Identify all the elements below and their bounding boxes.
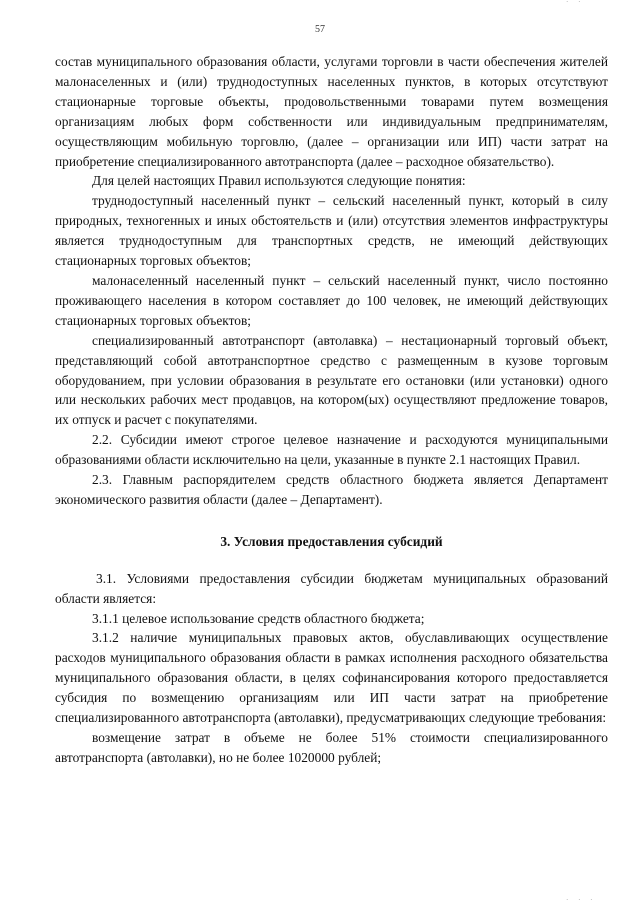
paragraph-definition-small: малонаселенный населенный пункт – сельский населенный пункт, число постоянно проживающего населения в котором составляет до 100 человек, не имеющий действующих стационарных торговых объектов;: [55, 272, 608, 328]
scan-mark-bottom: · · ·: [566, 896, 597, 904]
document-body: [55, 52, 608, 768]
paragraph-definitions-intro: Для целей настоящих Правил используются следующие понятия:: [92, 173, 466, 189]
paragraph-compensation: возмещение затрат в объеме не более 51% стоимости специализированного автотранспорта (автолавки), но не более 1020000 рублей;: [55, 730, 608, 765]
section-heading: 3. Условия предоставления субсидий: [220, 533, 443, 549]
paragraph-continuation: состав муниципального образования области, услугами торговли в части обеспечения жителей малонаселенных и (или) труднодоступных населенных пунктов, в которых отсутствуют стационарные торговые объекты, продовольственными товарами путем возмещения организациям любых форм собственности или индивидуальным предпринимателям, осуществляющим мобильную торговлю, (далее – организации или ИП) части затрат на приобретение специализированного автотранспорта (далее – расходное обязательство).: [55, 54, 608, 169]
paragraph-definition-vehicle: специализированный автотранспорт (автолавка) – нестационарный торговый объект, представляющий собой автотранспортное средство с размещенным в кузове торговым оборудованием, при условии образования в результате его остановки (или установки) одного или нескольких рабочих мест продавцов, на котором(ых) осуществляют предложение товаров, их отпуск и расчет с покупателями.: [55, 332, 608, 428]
paragraph-2-3: 2.3. Главным распорядителем средств областного бюджета является Департамент экономического развития области (далее – Департамент).: [55, 472, 608, 507]
paragraph-definition-remote: труднодоступный населенный пункт – сельский населенный пункт, который в силу природных, техногенных и иных обстоятельств и (или) отсутствия элементов инфраструктуры является труднодоступным для транспортных средств, не имеющий действующих стационарных торговых объектов;: [55, 193, 608, 269]
page-number: 57: [315, 24, 325, 35]
paragraph-3-1-1: 3.1.1 целевое использование средств областного бюджета;: [92, 610, 425, 626]
scan-mark-top: · ·: [566, 0, 585, 6]
paragraph-3-1-2: 3.1.2 наличие муниципальных правовых актов, обуславливающих осуществление расходов муниципального образования области в рамках исполнения расходного обязательства муниципального образования области, в целях софинансирования которого предоставляется субсидия по возмещению организациям или ИП части затрат на приобретение специализированного автотранспорта (автолавки), предусматривающих следующие требования:: [55, 630, 608, 726]
paragraph-2-2: 2.2. Субсидии имеют строгое целевое назначение и расходуются муниципальными образованиями области исключительно на цели, указанные в пункте 2.1 настоящих Правил.: [55, 432, 608, 468]
paragraph-3-1: 3.1. Условиями предоставления субсидии бюджетам муниципальных образований области является:: [55, 570, 608, 606]
